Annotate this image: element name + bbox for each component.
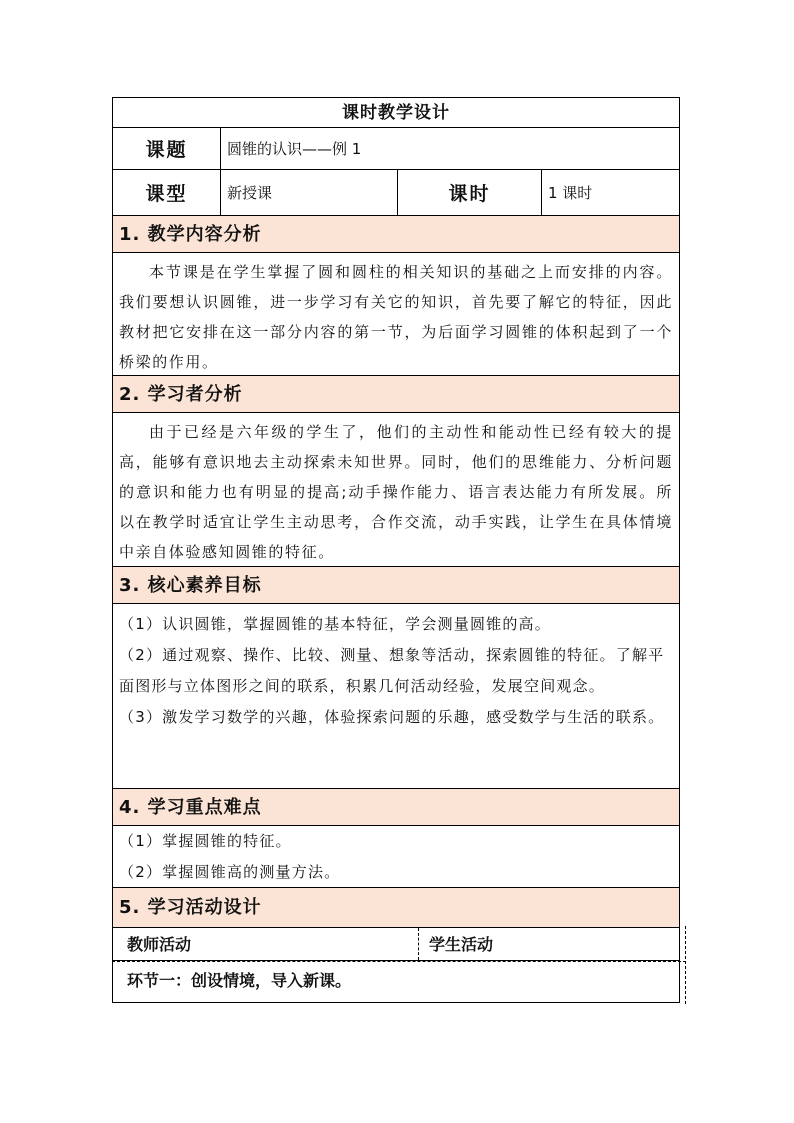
section-heading-content-analysis: 1. 教学内容分析 xyxy=(112,216,680,253)
stage-one-label: 环节一：创设情境，导入新课。 xyxy=(112,961,680,1003)
teacher-activity-label: 教师活动 xyxy=(113,928,419,960)
type-row xyxy=(112,170,680,216)
type-label: 课型 xyxy=(113,170,221,215)
key-point-item: （2）掌握圆锥高的测量方法。 xyxy=(119,863,341,881)
key-point-item: （1）掌握圆锥的特征。 xyxy=(119,832,292,850)
student-activity-label: 学生活动 xyxy=(429,935,494,954)
dashed-border-right xyxy=(685,926,686,1004)
section-heading-core-goals: 3. 核心素养目标 xyxy=(112,567,680,604)
key-points-list xyxy=(112,826,680,888)
section-heading-activity-design: 5. 学习活动设计 xyxy=(112,888,680,928)
content-analysis-text: 本节课是在学生掌握了圆和圆柱的相关知识的基础之上而安排的内容。我们要想认识圆锥，进一步学习有关它的知识，首先要了解它的特征，因此教材把它安排在这一部分内容的第一节，为后面学习圆锥的体积起到了一个桥梁的作用。 xyxy=(112,253,680,376)
learner-analysis-text: 由于已经是六年级的学生了，他们的主动性和能动性已经有较大的提高，能够有意识地去主动探索未知世界。同时，他们的思维能力、分析问题的意识和能力也有明显的提高;动手操作能力、语言表达能力有所发展。所以在教学时适宜让学生主动思考，合作交流，动手实践，让学生在具体情境中亲自体验感知圆锥的特征。 xyxy=(112,413,680,567)
topic-label: 课题 xyxy=(113,128,221,169)
section-heading-learner-analysis: 2. 学习者分析 xyxy=(112,376,680,413)
core-goals-list xyxy=(112,604,680,789)
goal-item: （2）通过观察、操作、比较、测量、想象等活动，探索圆锥的特征。了解平面图形与立体图形之间的联系，积累几何活动经验，发展空间观念。 xyxy=(119,646,665,695)
dashed-divider xyxy=(112,961,686,962)
document-title: 课时教学设计 xyxy=(112,97,680,128)
section-heading-key-points: 4. 学习重点难点 xyxy=(112,789,680,826)
goal-item: （1）认识圆锥，掌握圆锥的基本特征，学会测量圆锥的高。 xyxy=(119,615,551,633)
hours-value: 1 课时 xyxy=(548,184,593,202)
topic-value: 圆锥的认识——例 1 xyxy=(227,140,362,158)
topic-row xyxy=(112,128,680,170)
type-value: 新授课 xyxy=(221,170,398,215)
goal-item: （3）激发学习数学的兴趣，体验探索问题的乐趣，感受数学与生活的联系。 xyxy=(119,708,665,726)
activity-header-row xyxy=(112,928,680,961)
hours-label: 课时 xyxy=(398,170,542,215)
lesson-plan-table xyxy=(112,97,680,1003)
